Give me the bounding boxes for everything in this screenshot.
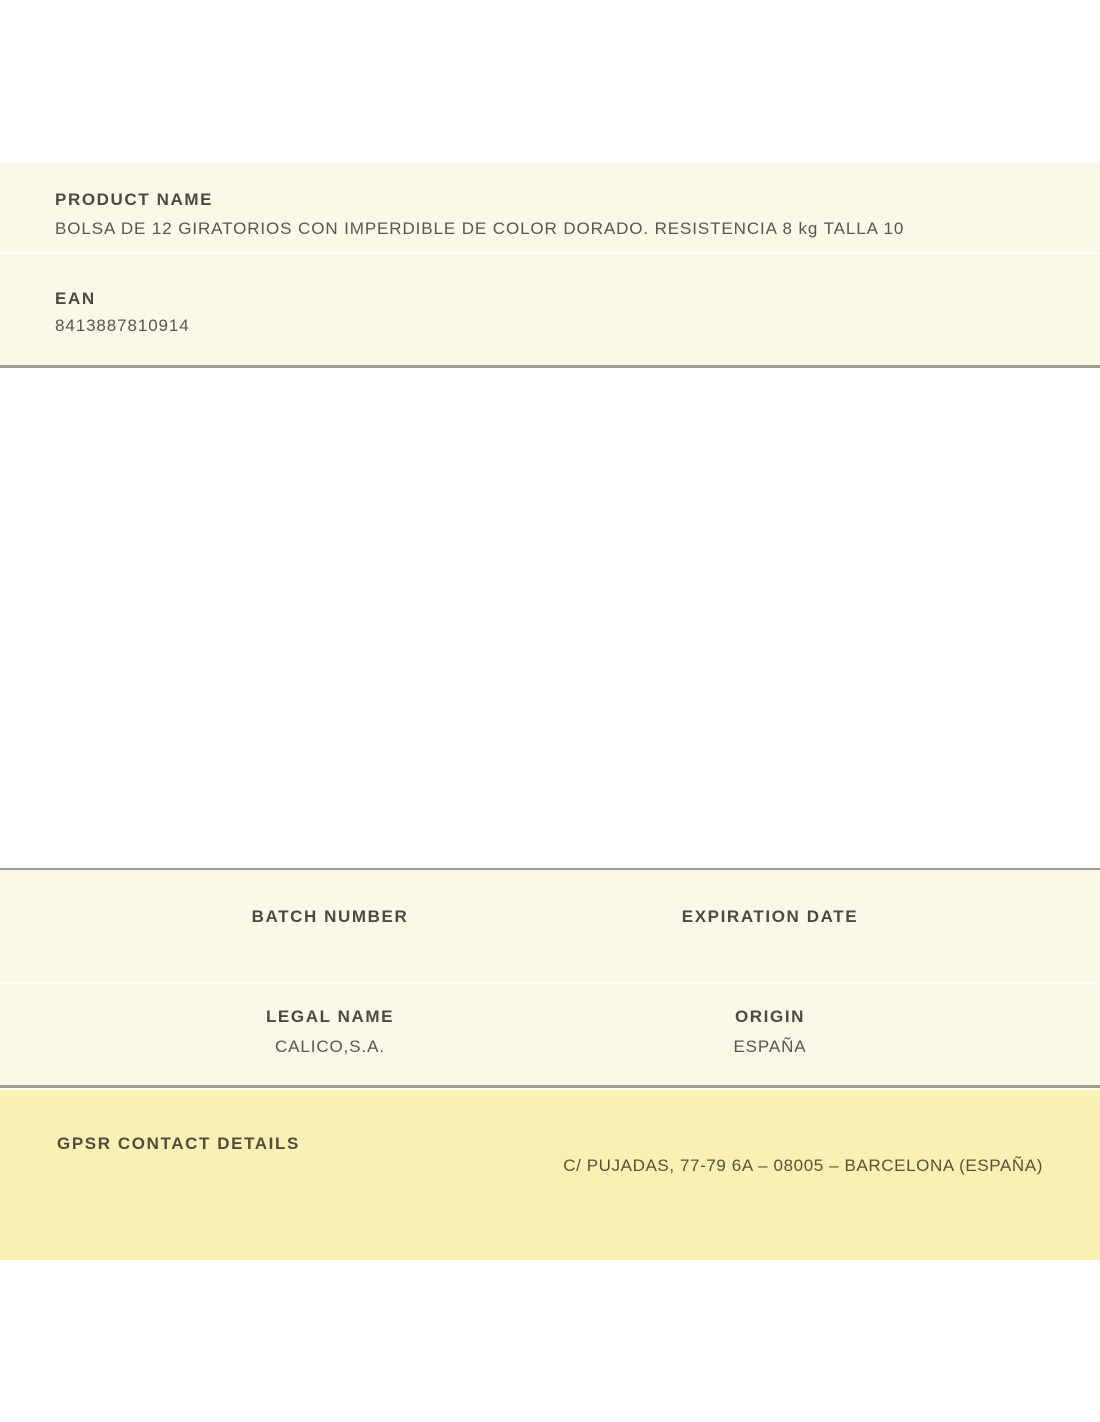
expiration-date-label: EXPIRATION DATE (681, 907, 859, 926)
gpsr-contact-panel (0, 1090, 1100, 1260)
field-divider (0, 982, 1100, 984)
origin-value: ESPAÑA (733, 1037, 807, 1056)
legal-name-value: CALICO,S.A. (274, 1037, 386, 1056)
ean-value: 8413887810914 (55, 316, 190, 335)
ean-label: EAN (55, 289, 96, 308)
origin-label: ORIGIN (734, 1007, 806, 1026)
product-info-panel (0, 163, 1100, 368)
legal-name-label: LEGAL NAME (265, 1007, 395, 1026)
field-divider (0, 252, 1100, 254)
product-name-value: BOLSA DE 12 GIRATORIOS CON IMPERDIBLE DE COLOR DORADO. RESISTENCIA 8 kg TALLA 10 (55, 219, 905, 238)
product-name-label: PRODUCT NAME (55, 190, 214, 209)
gpsr-contact-address: C/ PUJADAS, 77-79 6A – 08005 – BARCELONA (ESPAÑA) (563, 1156, 1043, 1175)
batch-number-label: BATCH NUMBER (251, 907, 409, 926)
batch-info-panel (0, 868, 1100, 1088)
gpsr-contact-title: GPSR CONTACT DETAILS (57, 1134, 300, 1153)
